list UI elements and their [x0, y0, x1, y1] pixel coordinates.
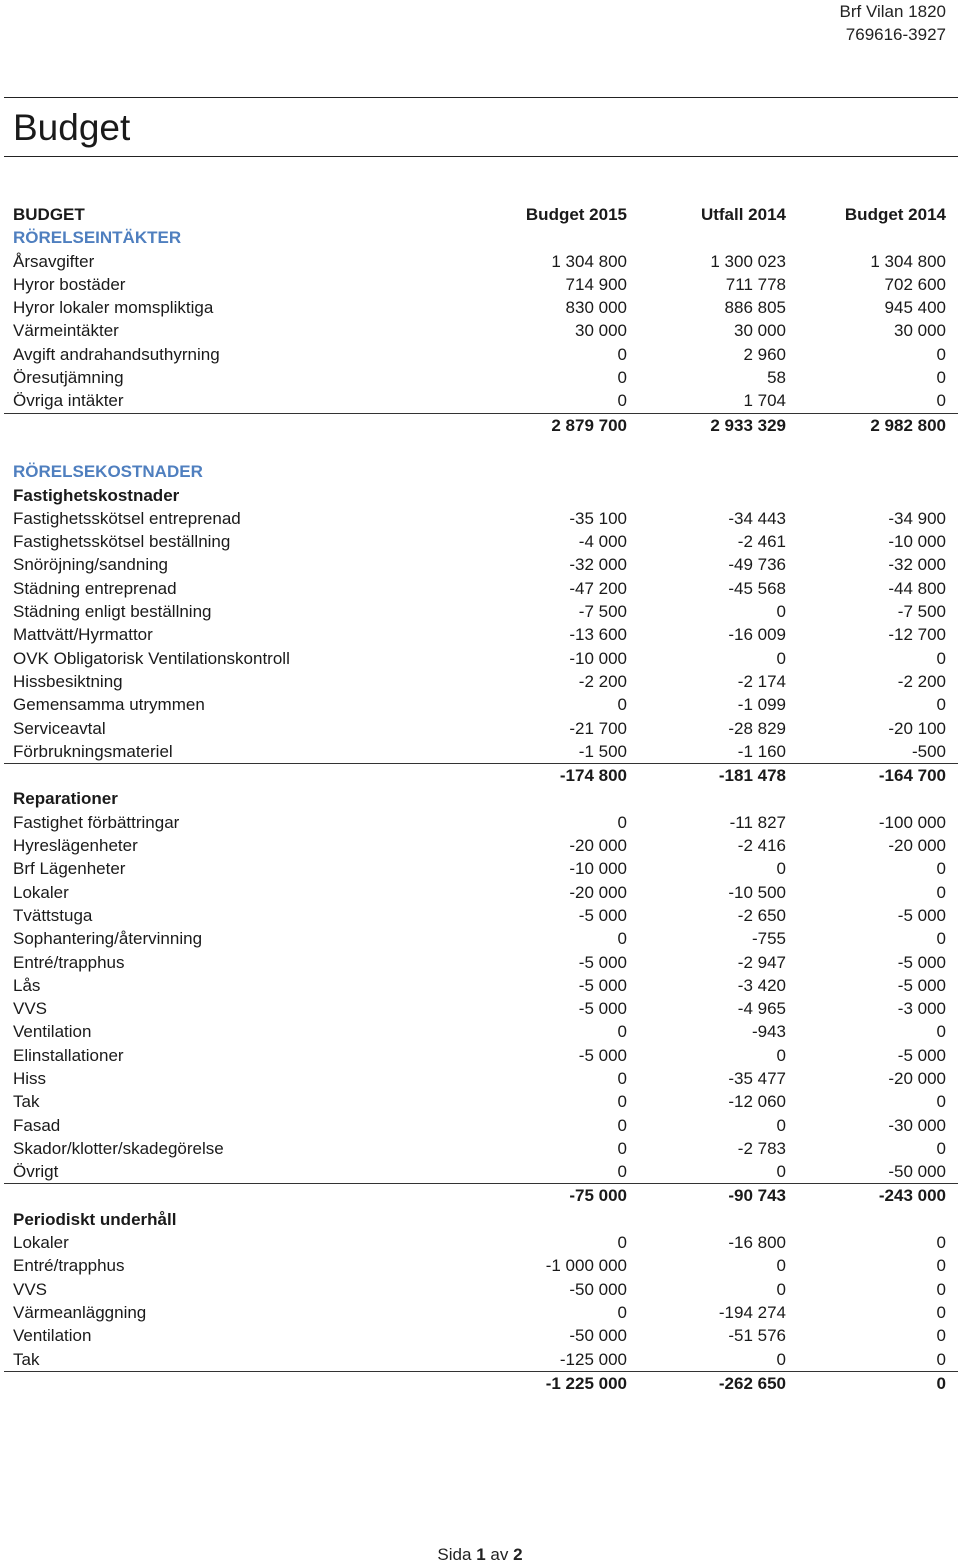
row-value-3: -500 — [911, 741, 946, 761]
row-label: Hyreslägenheter — [13, 836, 138, 856]
row-value-2: -12 060 — [728, 1092, 786, 1112]
row-value-1: -5 000 — [578, 905, 627, 925]
row-value-2: -1 160 — [737, 741, 786, 761]
row-label: Elinstallationer — [13, 1045, 124, 1065]
row-label: Lås — [13, 975, 41, 995]
table-row — [13, 273, 958, 296]
row-value-2: -3 420 — [737, 975, 786, 995]
row-value-3: -100 000 — [878, 812, 946, 832]
row-value-3: -5 000 — [897, 905, 946, 925]
table-row — [13, 834, 958, 857]
row-value-2: -2 461 — [737, 532, 786, 552]
row-value-2: 0 — [776, 1045, 786, 1065]
row-value-1: 0 — [617, 1233, 627, 1253]
row-label: Periodiskt underhåll — [13, 1209, 177, 1229]
row-label: Tvättstuga — [13, 905, 93, 925]
row-value-2: -16 800 — [728, 1233, 786, 1253]
row-value-2: 711 778 — [725, 274, 786, 294]
row-value-1: 0 — [617, 1115, 627, 1135]
subtotal-row — [4, 1371, 958, 1395]
table-row — [13, 1137, 958, 1160]
row-value-1: 0 — [617, 368, 627, 388]
row-value-1: 0 — [617, 1022, 627, 1042]
row-value-1: -4 000 — [578, 532, 627, 552]
header-label: BUDGET — [13, 205, 85, 224]
budget-table — [13, 203, 958, 1395]
table-row — [13, 881, 958, 904]
row-value-2: -45 568 — [728, 578, 786, 598]
row-value-1: -125 000 — [559, 1349, 627, 1369]
row-label: Förbrukningsmateriel — [13, 741, 173, 761]
row-label: Värmeintäkter — [13, 321, 119, 341]
row-label: Hyror lokaler momspliktiga — [13, 298, 214, 318]
row-label: Fastighet förbättringar — [13, 812, 180, 832]
row-value-2: -755 — [751, 929, 786, 949]
row-value-2: 30 000 — [734, 321, 786, 341]
row-label: OVK Obligatorisk Ventilationskontroll — [13, 648, 290, 668]
row-value-1: -174 800 — [559, 766, 627, 786]
row-label: Skador/klotter/skadegörelse — [13, 1138, 224, 1158]
table-row — [13, 811, 958, 834]
row-value-1: -7 500 — [578, 602, 627, 622]
subsection-heading-row — [13, 484, 958, 507]
table-header-row — [13, 203, 958, 226]
row-value-3: 945 400 — [884, 298, 946, 318]
row-label: Öresutjämning — [13, 368, 124, 388]
row-value-3: 0 — [936, 1302, 946, 1322]
row-value-3: -20 000 — [888, 1068, 946, 1088]
row-value-3: 0 — [936, 859, 946, 879]
row-value-1: 2 879 700 — [551, 415, 627, 435]
footer-page: 1 — [476, 1545, 486, 1564]
table-row — [13, 1231, 958, 1254]
row-label: RÖRELSEINTÄKTER — [13, 228, 182, 248]
subsection-heading-row — [13, 787, 958, 810]
row-value-2: 2 960 — [743, 344, 786, 364]
row-label: Hissbesiktning — [13, 671, 123, 691]
row-value-2: 0 — [776, 1256, 786, 1276]
table-row — [13, 670, 958, 693]
row-label: Årsavgifter — [13, 251, 95, 271]
table-row — [13, 296, 958, 319]
row-label: Snöröjning/sandning — [13, 555, 169, 575]
page-title: Budget — [13, 107, 131, 148]
row-value-1: 0 — [617, 1092, 627, 1112]
row-value-2: -11 827 — [729, 812, 786, 832]
row-value-2: -2 650 — [737, 905, 786, 925]
footer-total: 2 — [513, 1545, 523, 1564]
row-value-3: 0 — [936, 648, 946, 668]
row-value-1: 0 — [617, 391, 627, 411]
header-budget-2014: Budget 2014 — [844, 205, 946, 224]
row-label: Entré/trapphus — [13, 952, 125, 972]
row-label: Övrigt — [13, 1162, 59, 1182]
row-value-3: -2 200 — [897, 671, 946, 691]
row-value-3: -30 000 — [888, 1115, 946, 1135]
row-value-2: 0 — [776, 648, 786, 668]
row-value-3: 0 — [936, 695, 946, 715]
row-value-3: 30 000 — [894, 321, 946, 341]
title-bottom-rule — [4, 156, 958, 157]
row-value-3: -3 000 — [897, 999, 946, 1019]
row-value-1: -10 000 — [569, 859, 627, 879]
table-row — [13, 343, 958, 366]
row-value-3: -44 800 — [888, 578, 946, 598]
row-value-3: 0 — [936, 929, 946, 949]
row-label: Lokaler — [13, 1233, 69, 1253]
row-label: Brf Lägenheter — [13, 859, 126, 879]
row-label: Mattvätt/Hyrmattor — [13, 625, 153, 645]
row-value-2: -35 477 — [728, 1068, 786, 1088]
row-value-1: 0 — [617, 929, 627, 949]
row-value-1: -50 000 — [569, 1326, 627, 1346]
row-label: Hyror bostäder — [13, 274, 126, 294]
row-label: Värmeanläggning — [13, 1302, 147, 1322]
row-label: Reparationer — [13, 789, 118, 809]
row-value-3: 0 — [936, 1279, 946, 1299]
subsection-heading-row — [13, 1208, 958, 1231]
row-value-3: 0 — [936, 882, 946, 902]
row-value-1: 830 000 — [565, 298, 627, 318]
row-value-3: 1 304 800 — [870, 251, 946, 271]
row-value-2: 886 805 — [724, 298, 786, 318]
row-value-2: -2 947 — [737, 952, 786, 972]
table-row — [13, 600, 958, 623]
table-row — [13, 1090, 958, 1113]
row-value-3: -10 000 — [888, 532, 946, 552]
row-value-2: 58 — [767, 368, 786, 388]
row-value-2: -194 274 — [718, 1302, 786, 1322]
table-row — [13, 951, 958, 974]
row-value-2: 1 300 023 — [710, 251, 786, 271]
row-value-3: -34 900 — [888, 508, 946, 528]
row-value-1: 30 000 — [575, 321, 627, 341]
row-value-1: 0 — [617, 1302, 627, 1322]
row-value-2: -16 009 — [728, 625, 786, 645]
row-value-3: 0 — [936, 1092, 946, 1112]
row-value-1: -5 000 — [578, 952, 627, 972]
row-label: Övriga intäkter — [13, 391, 124, 411]
row-label: Tak — [13, 1092, 40, 1112]
row-label: VVS — [13, 1279, 48, 1299]
table-row — [13, 577, 958, 600]
row-value-2: -10 500 — [728, 882, 786, 902]
row-label: Serviceavtal — [13, 718, 106, 738]
row-value-1: 0 — [617, 1162, 627, 1182]
row-label: Fastighetsskötsel beställning — [13, 532, 231, 552]
row-value-3: 0 — [936, 1326, 946, 1346]
table-row — [13, 1020, 958, 1043]
row-value-2: -28 829 — [728, 718, 786, 738]
row-value-1: -50 000 — [569, 1279, 627, 1299]
row-value-3: 0 — [936, 1256, 946, 1276]
row-value-1: -13 600 — [569, 625, 627, 645]
row-label: Ventilation — [13, 1022, 92, 1042]
row-value-3: 0 — [936, 1349, 946, 1369]
page-footer — [0, 1545, 960, 1565]
row-value-2: -2 174 — [737, 671, 786, 691]
row-label: RÖRELSEKOSTNADER — [13, 462, 203, 482]
table-row — [13, 1067, 958, 1090]
table-row — [13, 1348, 958, 1371]
row-value-1: -21 700 — [569, 718, 627, 738]
footer-prefix: Sida — [437, 1545, 472, 1564]
row-label: Sophantering/återvinning — [13, 929, 203, 949]
row-value-2: -262 650 — [718, 1373, 786, 1393]
row-value-3: -32 000 — [888, 555, 946, 575]
row-value-2: 2 933 329 — [710, 415, 786, 435]
header-utfall-2014: Utfall 2014 — [700, 205, 786, 224]
row-value-2: -943 — [751, 1022, 786, 1042]
row-value-3: 0 — [936, 368, 946, 388]
row-label: Städning entreprenad — [13, 578, 177, 598]
row-label: Hiss — [13, 1068, 47, 1088]
row-value-2: 0 — [776, 1115, 786, 1135]
row-label: Fasad — [13, 1115, 61, 1135]
row-value-3: 0 — [936, 1233, 946, 1253]
row-value-3: -164 700 — [878, 766, 946, 786]
row-label: Entré/trapphus — [13, 1256, 125, 1276]
row-value-3: -243 000 — [878, 1186, 946, 1206]
row-value-1: -32 000 — [569, 555, 627, 575]
table-row — [13, 366, 958, 389]
row-label: Ventilation — [13, 1326, 92, 1346]
table-row — [13, 1160, 958, 1183]
row-value-2: -90 743 — [728, 1186, 786, 1206]
row-value-2: 0 — [776, 1349, 786, 1369]
table-row — [13, 530, 958, 553]
row-value-2: -49 736 — [728, 555, 786, 575]
table-row — [13, 647, 958, 670]
row-value-1: -5 000 — [578, 975, 627, 995]
row-value-2: -2 783 — [737, 1138, 786, 1158]
row-value-3: 0 — [936, 1138, 946, 1158]
row-value-3: 0 — [936, 344, 946, 364]
table-row — [13, 553, 958, 576]
table-row — [13, 623, 958, 646]
table-row — [13, 717, 958, 740]
row-label: Fastighetsskötsel entreprenad — [13, 508, 241, 528]
row-value-2: 1 704 — [743, 391, 786, 411]
section-heading-row — [13, 226, 958, 249]
subtotal-row — [4, 1183, 958, 1207]
table-row — [13, 904, 958, 927]
table-row — [13, 974, 958, 997]
table-row — [13, 997, 958, 1020]
table-row — [13, 389, 958, 412]
table-row — [13, 857, 958, 880]
row-label: Avgift andrahandsuthyrning — [13, 344, 220, 364]
row-value-1: -20 000 — [569, 882, 627, 902]
row-value-1: 0 — [617, 344, 627, 364]
table-row — [13, 1324, 958, 1347]
table-row — [13, 740, 958, 763]
table-row — [13, 1278, 958, 1301]
row-label: Fastighetskostnader — [13, 485, 180, 505]
row-value-3: -20 100 — [888, 718, 946, 738]
row-value-2: -4 965 — [737, 999, 786, 1019]
row-value-3: 2 982 800 — [870, 415, 946, 435]
organization-info — [840, 0, 946, 46]
row-value-1: -10 000 — [569, 648, 627, 668]
row-label: VVS — [13, 999, 48, 1019]
table-row — [13, 927, 958, 950]
row-value-3: 0 — [936, 1022, 946, 1042]
row-value-1: -2 200 — [578, 671, 627, 691]
table-row — [13, 1301, 958, 1324]
row-value-2: 0 — [776, 859, 786, 879]
row-label: Tak — [13, 1349, 40, 1369]
row-value-1: 0 — [617, 1138, 627, 1158]
subtotal-row — [4, 413, 958, 437]
row-value-3: 702 600 — [884, 274, 946, 294]
row-value-3: -50 000 — [888, 1162, 946, 1182]
row-label: Städning enligt beställning — [13, 602, 212, 622]
row-value-3: -5 000 — [897, 952, 946, 972]
row-value-3: 0 — [936, 1373, 946, 1393]
row-value-1: -35 100 — [569, 508, 627, 528]
row-value-1: -75 000 — [569, 1186, 627, 1206]
row-value-2: -181 478 — [718, 766, 786, 786]
row-value-2: -2 416 — [737, 836, 786, 856]
table-row — [13, 507, 958, 530]
row-value-3: -20 000 — [888, 836, 946, 856]
row-value-1: -20 000 — [569, 836, 627, 856]
table-row — [13, 319, 958, 342]
table-row — [13, 1114, 958, 1137]
table-row — [13, 693, 958, 716]
row-value-1: 1 304 800 — [551, 251, 627, 271]
row-value-1: -1 000 000 — [545, 1256, 627, 1276]
row-value-2: -51 576 — [728, 1326, 786, 1346]
table-row — [13, 1254, 958, 1277]
row-label: Lokaler — [13, 882, 69, 902]
title-top-rule — [4, 97, 958, 98]
row-value-2: 0 — [776, 602, 786, 622]
org-number: 769616-3927 — [845, 25, 946, 44]
row-value-1: -5 000 — [578, 999, 627, 1019]
footer-sep: av — [490, 1545, 509, 1564]
row-value-3: 0 — [936, 391, 946, 411]
row-value-1: 0 — [617, 695, 627, 715]
row-value-1: -47 200 — [569, 578, 627, 598]
row-value-2: -34 443 — [728, 508, 786, 528]
row-value-2: 0 — [776, 1162, 786, 1182]
row-value-1: 0 — [617, 1068, 627, 1088]
row-value-2: -1 099 — [737, 695, 786, 715]
table-body — [13, 226, 958, 1395]
spacer-row — [13, 437, 958, 460]
header-budget-2015: Budget 2015 — [525, 205, 627, 224]
row-value-3: -5 000 — [897, 975, 946, 995]
org-name: Brf Vilan 1820 — [839, 2, 946, 21]
row-value-2: 0 — [776, 1279, 786, 1299]
row-value-1: 714 900 — [565, 274, 627, 294]
row-value-3: -7 500 — [897, 602, 946, 622]
row-value-1: -1 500 — [578, 741, 627, 761]
row-value-1: -1 225 000 — [545, 1373, 627, 1393]
row-label: Gemensamma utrymmen — [13, 695, 205, 715]
subtotal-row — [4, 763, 958, 787]
row-value-1: 0 — [617, 812, 627, 832]
row-value-1: -5 000 — [578, 1045, 627, 1065]
section-heading-row — [13, 460, 958, 483]
row-value-3: -5 000 — [897, 1045, 946, 1065]
row-value-3: -12 700 — [888, 625, 946, 645]
table-row — [13, 250, 958, 273]
table-row — [13, 1044, 958, 1067]
